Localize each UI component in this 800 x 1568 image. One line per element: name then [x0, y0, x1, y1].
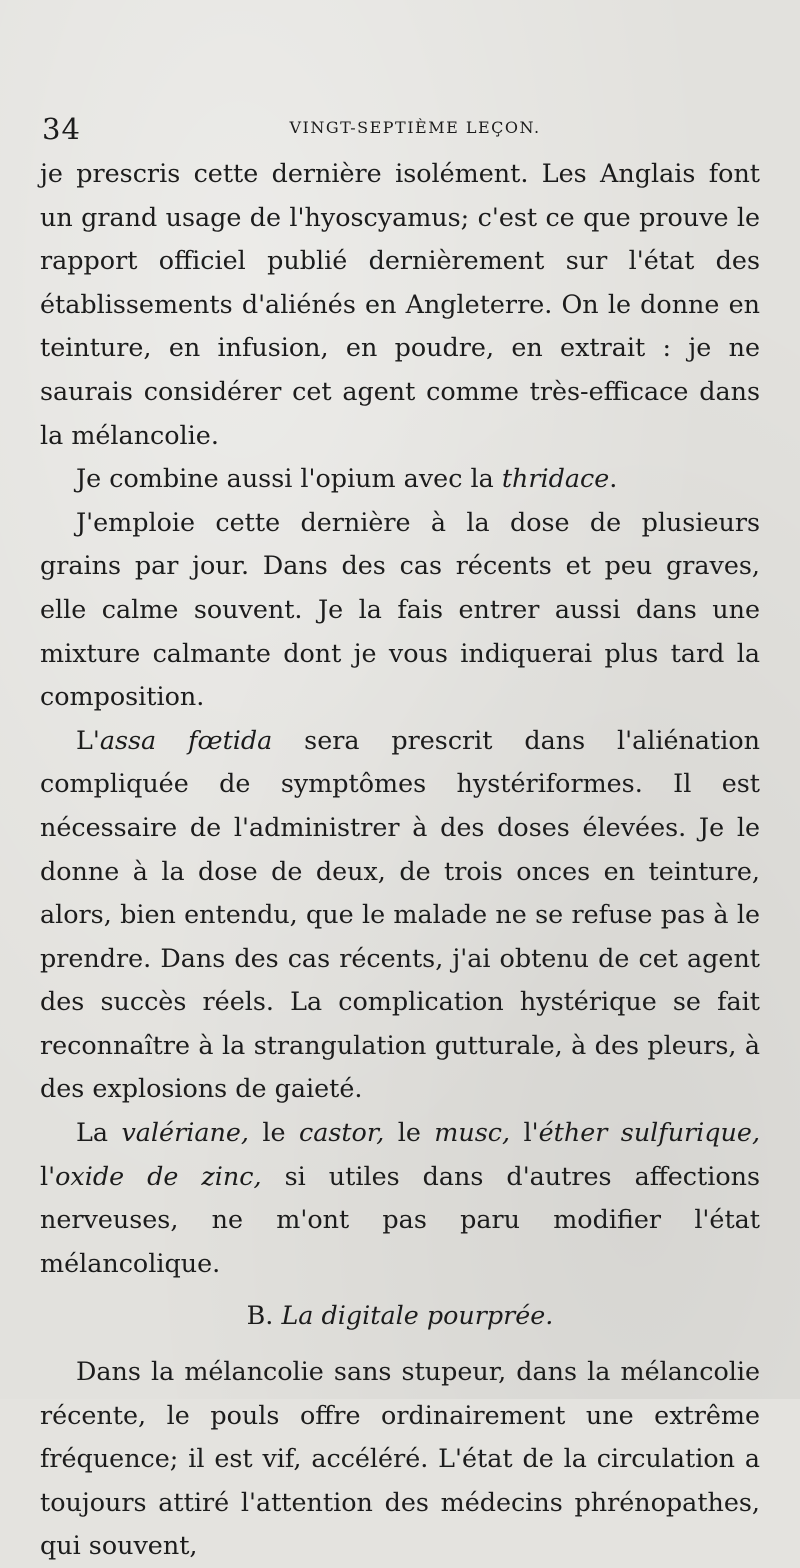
italic-term: thridace — [501, 463, 610, 494]
section-heading — [40, 1294, 760, 1338]
text-run: le — [248, 1117, 299, 1148]
text-run: . — [609, 463, 618, 494]
text-run: La — [76, 1117, 122, 1148]
paragraph-continued: je prescris cette dernière isolément. Les Anglais font un grand usage de l'hyoscyamus; c'est ce que prouve le rapport officiel publié dernièrement sur l'état des établissements d'aliénés en Angleterre. On le donne en teinture, en infusion, en poudre, en extrait : je ne saurais considérer cet agent comme très-efficace dans la mélancolie. — [40, 158, 760, 450]
paragraph-digitalis: Dans la mélancolie sans stupeur, dans la mélancolie récente, le pouls offre ordinairement une extrême fréquence; il est vif, accéléré. L'état de la circulation a toujours attiré l'attention des médecins phrénopathes, qui souvent, — [40, 1356, 760, 1561]
italic-term: assa fœtida — [99, 724, 273, 755]
text-run: L' — [76, 724, 100, 755]
section-number: B. — [246, 1300, 274, 1331]
text-run: sera prescrit dans l'aliénation compliquée de symptômes hystériformes. Il est nécessaire de l'administrer à des doses élevées. Je le donne à la dose de deux, de trois onces en teinture, alors, bien entendu, que le malade ne se refuse pas à le prendre. Dans des cas récents, j'ai obtenu de cet agent des succès réels. La complication hystérique se fait reconnaître à la strangulation gutturale, à des pleurs, à des explosions de gaieté. — [40, 724, 760, 1104]
body-text — [40, 152, 760, 1568]
italic-term: éther sulfurique, — [538, 1117, 761, 1148]
text-run: si utiles dans d'autres affections nerveuses, ne m'ont pas paru modifier l'état mélancolique. — [40, 1160, 760, 1278]
text-run: l' — [40, 1160, 56, 1191]
italic-term: castor, — [298, 1117, 385, 1148]
italic-term: valériane, — [121, 1117, 249, 1148]
italic-term: oxide de zinc, — [55, 1160, 262, 1191]
running-head — [40, 108, 760, 148]
section-title: La digitale pourprée. — [281, 1300, 554, 1331]
paragraph-assa-foetida — [40, 719, 760, 1111]
paragraph-opium — [40, 457, 760, 501]
running-title: VINGT-SEPTIÈME LEÇON. — [289, 118, 541, 137]
text-run: l' — [510, 1117, 539, 1148]
text-run: le — [384, 1117, 435, 1148]
paragraph-other-remedies — [40, 1111, 760, 1285]
paragraph-thridace-dose: J'emploie cette dernière à la dose de plusieurs grains par jour. Dans des cas récents et peu graves, elle calme souvent. Je la fais entrer aussi dans une mixture calmante dont je vous indiquerai plus tard la composition. — [40, 506, 760, 712]
italic-term: musc, — [434, 1117, 511, 1148]
text-run: Je combine aussi l'opium avec la — [76, 463, 502, 494]
page-number: 34 — [42, 112, 81, 146]
